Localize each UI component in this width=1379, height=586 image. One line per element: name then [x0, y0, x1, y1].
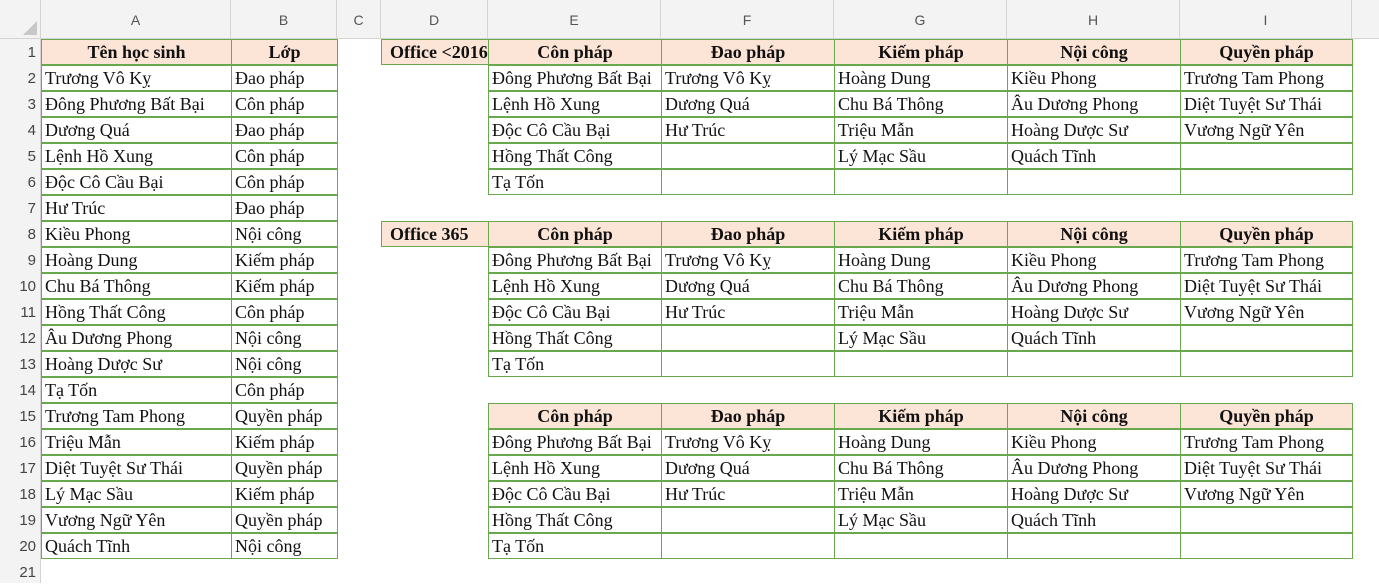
class-cell[interactable]: Đao pháp [231, 195, 338, 221]
column-header-bar [40, 0, 1379, 39]
row-header-bar [0, 38, 41, 583]
group-1-cell[interactable]: Độc Cô Cầu Bại [488, 299, 662, 325]
group-1-cell[interactable]: Hoàng Dung [834, 247, 1008, 273]
group-2-header-2[interactable]: Kiếm pháp [834, 403, 1008, 429]
class-cell[interactable]: Kiếm pháp [231, 481, 338, 507]
class-cell[interactable]: Nội công [231, 351, 338, 377]
column-header-a[interactable]: A [41, 0, 231, 38]
row-header-12[interactable]: 12 [19, 330, 36, 347]
group-1-cell[interactable]: Hư Trúc [661, 299, 835, 325]
group-2-header-3[interactable]: Nội công [1007, 403, 1181, 429]
group-1-cell[interactable]: Triệu Mẫn [834, 299, 1008, 325]
column-header-i[interactable]: I [1180, 0, 1352, 38]
group-2-cell[interactable]: Trương Tam Phong [1180, 429, 1353, 455]
group-0-cell[interactable]: Hoàng Dung [834, 65, 1008, 91]
group-1-cell[interactable]: Tạ Tốn [488, 351, 662, 377]
class-cell[interactable]: Côn pháp [231, 91, 338, 117]
group-1-cell[interactable]: Hồng Thất Công [488, 325, 662, 351]
student-name-cell[interactable]: Trương Vô Kỵ [41, 65, 232, 91]
group-0-cell[interactable]: Dương Quá [661, 91, 835, 117]
group-1-header-3[interactable]: Nội công [1007, 221, 1181, 247]
group-1-cell[interactable]: Hoàng Dược Sư [1007, 299, 1181, 325]
class-cell[interactable]: Kiếm pháp [231, 247, 338, 273]
group-2-cell[interactable]: Hồng Thất Công [488, 507, 662, 533]
class-cell[interactable]: Nội công [231, 325, 338, 351]
student-name-cell[interactable]: Âu Dương Phong [41, 325, 232, 351]
group-2-cell[interactable]: Độc Cô Cầu Bại [488, 481, 662, 507]
group-2-cell[interactable] [1007, 533, 1181, 559]
group-0-cell[interactable]: Độc Cô Cầu Bại [488, 117, 662, 143]
group-0-cell[interactable] [1180, 169, 1353, 195]
header-student-name[interactable]: Tên học sinh [41, 39, 232, 65]
row-header-11[interactable]: 11 [20, 304, 36, 321]
student-name-cell[interactable]: Vương Ngữ Yên [41, 507, 232, 533]
group-2-cell[interactable]: Hoàng Dung [834, 429, 1008, 455]
group-0-cell[interactable]: Tạ Tốn [488, 169, 662, 195]
group-1-cell[interactable]: Lý Mạc Sầu [834, 325, 1008, 351]
group-0-cell[interactable]: Chu Bá Thông [834, 91, 1008, 117]
select-all-corner[interactable] [0, 0, 41, 39]
student-name-cell[interactable]: Hoàng Dung [41, 247, 232, 273]
column-header-d[interactable]: D [381, 0, 488, 38]
group-0-cell[interactable]: Lệnh Hồ Xung [488, 91, 662, 117]
student-name-cell[interactable]: Lý Mạc Sầu [41, 481, 232, 507]
student-name-cell[interactable]: Hư Trúc [41, 195, 232, 221]
group-2-header-0[interactable]: Côn pháp [488, 403, 662, 429]
group-0-cell[interactable] [661, 169, 835, 195]
group-1-header-0[interactable]: Côn pháp [488, 221, 662, 247]
class-cell[interactable]: Côn pháp [231, 299, 338, 325]
group-0-cell[interactable]: Hư Trúc [661, 117, 835, 143]
group-1-cell[interactable]: Dương Quá [661, 273, 835, 299]
student-name-cell[interactable]: Diệt Tuyệt Sư Thái [41, 455, 232, 481]
group-0-cell[interactable]: Hoàng Dược Sư [1007, 117, 1181, 143]
group-1-cell[interactable]: Quách Tĩnh [1007, 325, 1181, 351]
group-0-cell[interactable]: Vương Ngữ Yên [1180, 117, 1353, 143]
group-2-cell[interactable] [661, 507, 835, 533]
row-header-10[interactable]: 10 [19, 278, 36, 295]
group-0-header-1[interactable]: Đao pháp [661, 39, 835, 65]
row-header-15[interactable]: 15 [19, 408, 36, 425]
group-2-cell[interactable]: Chu Bá Thông [834, 455, 1008, 481]
group-1-cell[interactable]: Kiều Phong [1007, 247, 1181, 273]
group-0-cell[interactable] [1007, 169, 1181, 195]
group-0-header-3[interactable]: Nội công [1007, 39, 1181, 65]
group-0-header-0[interactable]: Côn pháp [488, 39, 662, 65]
group-2-cell[interactable]: Lý Mạc Sầu [834, 507, 1008, 533]
group-2-cell[interactable]: Dương Quá [661, 455, 835, 481]
group-1-header-2[interactable]: Kiếm pháp [834, 221, 1008, 247]
class-cell[interactable]: Côn pháp [231, 377, 338, 403]
group-1-cell[interactable]: Lệnh Hồ Xung [488, 273, 662, 299]
row-header-20[interactable]: 20 [19, 538, 36, 555]
class-cell[interactable]: Kiếm pháp [231, 273, 338, 299]
group-0-cell[interactable]: Hồng Thất Công [488, 143, 662, 169]
group-0-cell[interactable] [1180, 143, 1353, 169]
class-cell[interactable]: Đao pháp [231, 65, 338, 91]
student-name-cell[interactable]: Lệnh Hồ Xung [41, 143, 232, 169]
group-2-cell[interactable]: Diệt Tuyệt Sư Thái [1180, 455, 1353, 481]
group-1-cell[interactable] [1007, 351, 1181, 377]
student-name-cell[interactable]: Chu Bá Thông [41, 273, 232, 299]
class-cell[interactable]: Côn pháp [231, 143, 338, 169]
group-2-cell[interactable]: Vương Ngữ Yên [1180, 481, 1353, 507]
row-header-4[interactable]: 4 [27, 122, 36, 139]
column-header-e[interactable]: E [488, 0, 661, 38]
group-2-header-1[interactable]: Đao pháp [661, 403, 835, 429]
group-0-header-2[interactable]: Kiếm pháp [834, 39, 1008, 65]
student-name-cell[interactable]: Quách Tĩnh [41, 533, 232, 559]
column-header-c[interactable]: C [337, 0, 381, 38]
group-1-cell[interactable]: Vương Ngữ Yên [1180, 299, 1353, 325]
class-cell[interactable]: Kiếm pháp [231, 429, 338, 455]
row-header-7[interactable]: 7 [27, 200, 36, 217]
row-header-17[interactable]: 17 [19, 460, 36, 477]
column-header-b[interactable]: B [231, 0, 337, 38]
group-2-cell[interactable]: Đông Phương Bất Bại [488, 429, 662, 455]
group-1-cell[interactable] [1180, 351, 1353, 377]
group-1-cell[interactable]: Đông Phương Bất Bại [488, 247, 662, 273]
group-2-cell[interactable] [1180, 507, 1353, 533]
group-2-header-4[interactable]: Quyền pháp [1180, 403, 1353, 429]
row-header-8[interactable]: 8 [27, 226, 36, 243]
group-1-cell[interactable] [661, 351, 835, 377]
row-header-2[interactable]: 2 [27, 70, 36, 87]
column-header-f[interactable]: F [661, 0, 834, 38]
class-cell[interactable]: Nội công [231, 533, 338, 559]
group-1-cell[interactable]: Âu Dương Phong [1007, 273, 1181, 299]
group-2-cell[interactable]: Tạ Tốn [488, 533, 662, 559]
student-name-cell[interactable]: Hồng Thất Công [41, 299, 232, 325]
group-1-cell[interactable] [1180, 325, 1353, 351]
group-2-cell[interactable]: Âu Dương Phong [1007, 455, 1181, 481]
group-2-cell[interactable]: Hoàng Dược Sư [1007, 481, 1181, 507]
row-header-3[interactable]: 3 [27, 96, 36, 113]
group-0-cell[interactable]: Đông Phương Bất Bại [488, 65, 662, 91]
row-header-19[interactable]: 19 [19, 512, 36, 529]
group-1-cell[interactable]: Chu Bá Thông [834, 273, 1008, 299]
column-header-g[interactable]: G [834, 0, 1007, 38]
group-0-cell[interactable]: Trương Tam Phong [1180, 65, 1353, 91]
student-name-cell[interactable]: Độc Cô Cầu Bại [41, 169, 232, 195]
row-header-5[interactable]: 5 [27, 148, 36, 165]
group-1-cell[interactable] [661, 325, 835, 351]
group-2-cell[interactable]: Hư Trúc [661, 481, 835, 507]
group-1-cell[interactable] [834, 351, 1008, 377]
header-class[interactable]: Lớp [231, 39, 338, 65]
group-label-1[interactable]: Office 365 [381, 221, 489, 247]
row-header-14[interactable]: 14 [19, 382, 36, 399]
student-name-cell[interactable]: Triệu Mẫn [41, 429, 232, 455]
row-header-6[interactable]: 6 [27, 174, 36, 191]
group-1-header-1[interactable]: Đao pháp [661, 221, 835, 247]
class-cell[interactable]: Nội công [231, 221, 338, 247]
row-header-13[interactable]: 13 [19, 356, 36, 373]
student-name-cell[interactable]: Hoàng Dược Sư [41, 351, 232, 377]
row-header-1[interactable]: 1 [27, 44, 36, 61]
student-name-cell[interactable]: Trương Tam Phong [41, 403, 232, 429]
class-cell[interactable]: Côn pháp [231, 169, 338, 195]
group-1-cell[interactable]: Trương Vô Kỵ [661, 247, 835, 273]
class-cell[interactable]: Quyền pháp [231, 507, 338, 533]
group-0-cell[interactable]: Trương Vô Kỵ [661, 65, 835, 91]
class-cell[interactable]: Quyền pháp [231, 455, 338, 481]
row-header-18[interactable]: 18 [19, 486, 36, 503]
group-2-cell[interactable]: Triệu Mẫn [834, 481, 1008, 507]
select-all-triangle-icon [23, 21, 37, 35]
group-0-cell[interactable]: Triệu Mẫn [834, 117, 1008, 143]
student-name-cell[interactable]: Kiều Phong [41, 221, 232, 247]
group-0-cell[interactable]: Quách Tĩnh [1007, 143, 1181, 169]
group-2-cell[interactable]: Lệnh Hồ Xung [488, 455, 662, 481]
student-name-cell[interactable]: Dương Quá [41, 117, 232, 143]
group-0-header-4[interactable]: Quyền pháp [1180, 39, 1353, 65]
row-header-9[interactable]: 9 [27, 252, 36, 269]
group-0-cell[interactable]: Âu Dương Phong [1007, 91, 1181, 117]
group-2-cell[interactable]: Quách Tĩnh [1007, 507, 1181, 533]
group-0-cell[interactable]: Kiều Phong [1007, 65, 1181, 91]
group-1-cell[interactable]: Diệt Tuyệt Sư Thái [1180, 273, 1353, 299]
group-0-cell[interactable] [661, 143, 835, 169]
group-2-cell[interactable]: Trương Vô Kỵ [661, 429, 835, 455]
class-cell[interactable]: Đao pháp [231, 117, 338, 143]
group-2-cell[interactable] [834, 533, 1008, 559]
group-2-cell[interactable] [1180, 533, 1353, 559]
group-1-cell[interactable]: Trương Tam Phong [1180, 247, 1353, 273]
group-0-cell[interactable] [834, 169, 1008, 195]
group-0-cell[interactable]: Diệt Tuyệt Sư Thái [1180, 91, 1353, 117]
row-header-16[interactable]: 16 [19, 434, 36, 451]
group-2-cell[interactable] [661, 533, 835, 559]
class-cell[interactable]: Quyền pháp [231, 403, 338, 429]
column-header-h[interactable]: H [1007, 0, 1180, 38]
group-2-cell[interactable]: Kiều Phong [1007, 429, 1181, 455]
row-header-21[interactable]: 21 [19, 564, 36, 581]
group-label-0[interactable]: Office <2016 [381, 39, 489, 65]
student-name-cell[interactable]: Đông Phương Bất Bại [41, 91, 232, 117]
student-name-cell[interactable]: Tạ Tốn [41, 377, 232, 403]
group-1-header-4[interactable]: Quyền pháp [1180, 221, 1353, 247]
group-0-cell[interactable]: Lý Mạc Sầu [834, 143, 1008, 169]
